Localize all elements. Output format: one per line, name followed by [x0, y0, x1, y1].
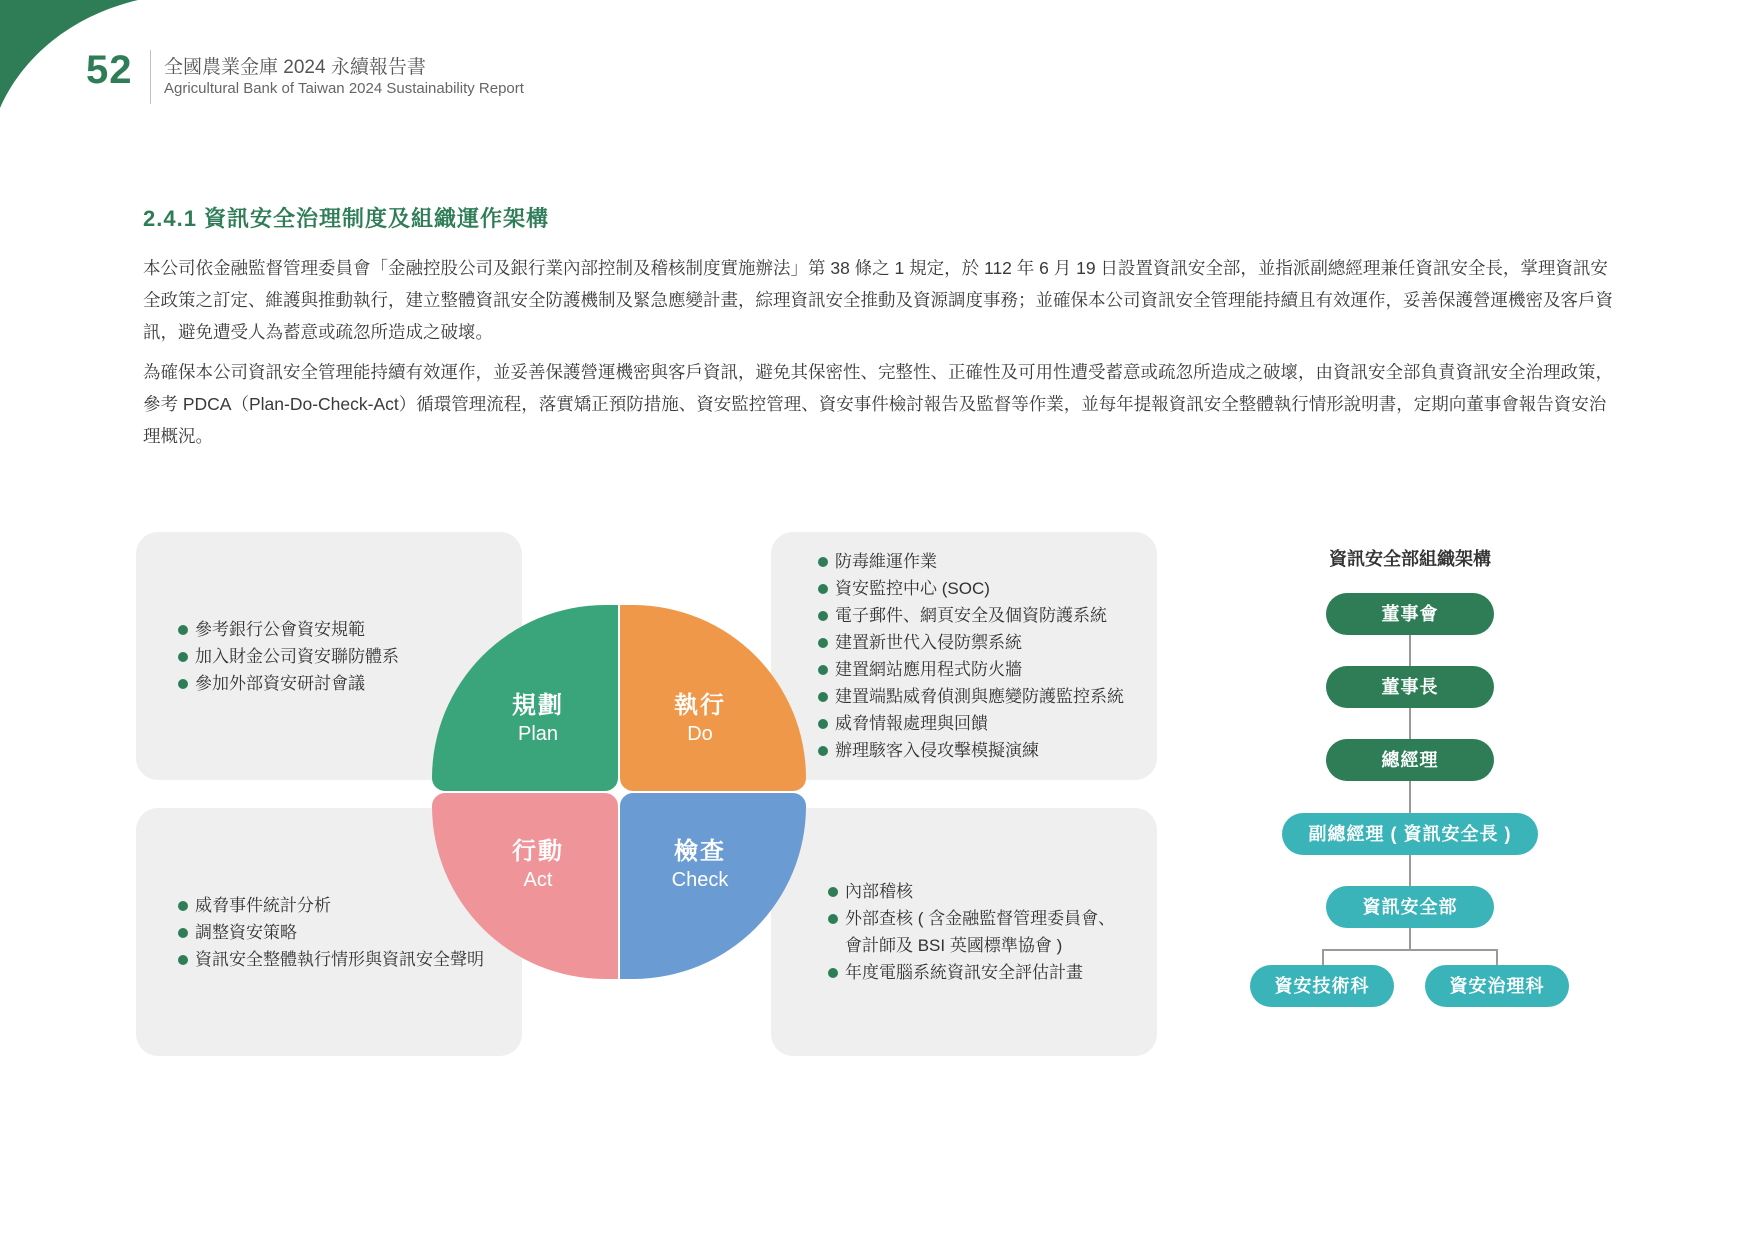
report-title-en: Agricultural Bank of Taiwan 2024 Sustainability Report — [164, 80, 524, 97]
header-divider — [150, 50, 151, 104]
body-paragraph: 本公司依金融監督管理委員會「金融控股公司及銀行業內部控制及稽核制度實施辦法」第 38 條之 1 規定，於 112 年 6 月 19 日設置資訊安全部，並指派副總經理兼任資訊安全長，掌理資訊安全政策之訂定、維護與推動執行，建立整體資訊安全防護機制及緊急應變計畫，綜理資訊安全推動及資源調度事務；並確保本公司資訊安全管理能持續且有效運作，妥善保護營運機密及客戶資訊，避免遭受人為蓄意或疏忽所造成之破壞。 — [143, 258, 1613, 342]
act-list — [178, 892, 484, 973]
act-label-zh: 行動 — [512, 838, 564, 865]
org-node-tech-section: 資安技術科 — [1250, 965, 1394, 1007]
do-list — [818, 548, 1124, 764]
org-connector — [1322, 949, 1498, 951]
plan-list — [178, 616, 399, 697]
do-label-zh: 執行 — [674, 692, 726, 719]
list-item: 辦理駭客入侵攻擊模擬演練 — [818, 737, 1124, 764]
section-title: 2.4.1 資訊安全治理制度及組織運作架構 — [143, 206, 550, 231]
org-node-chairman: 董事長 — [1326, 666, 1494, 708]
do-label-en: Do — [687, 723, 713, 745]
org-node-board: 董事會 — [1326, 593, 1494, 635]
check-list — [828, 878, 1115, 986]
act-label-en: Act — [523, 869, 553, 891]
list-item: 年度電腦系統資訊安全評估計畫 — [828, 959, 1115, 986]
list-item: 建置新世代入侵防禦系統 — [818, 629, 1124, 656]
check-label-en: Check — [671, 869, 729, 891]
list-item-continuation: 會計師及 BSI 英國標準協會 ) — [845, 936, 1063, 955]
list-item: 資安監控中心 (SOC) — [818, 575, 1124, 602]
body-paragraph: 為確保本公司資訊安全管理能持續有效運作，並妥善保護營運機密與客戶資訊，避免其保密性、完整性、正確性及可用性遭受蓄意或疏忽所造成之破壞，由資訊安全部負責資訊安全治理政策，參考 PDCA（Plan-Do-Check-Act）循環管理流程，落實矯正預防措施、資安監控管理、資安事件檢討報告及監督等作業，並每年提報資訊安全整體執行情形說明書，定期向董事會報告資安治理概況。 — [143, 362, 1613, 446]
plan-label-zh: 規劃 — [512, 692, 564, 719]
list-item: 電子郵件、網頁安全及個資防護系統 — [818, 602, 1124, 629]
list-item: 威脅事件統計分析 — [178, 892, 484, 919]
list-item: 參考銀行公會資安規範 — [178, 616, 399, 643]
report-title-zh: 全國農業金庫 2024 永續報告書 — [164, 57, 426, 78]
list-item: 威脅情報處理與回饋 — [818, 710, 1124, 737]
check-label-zh: 檢查 — [674, 838, 726, 865]
list-item: 資訊安全整體執行情形與資訊安全聲明 — [178, 946, 484, 973]
org-node-gov-section: 資安治理科 — [1425, 965, 1569, 1007]
org-node-president: 總經理 — [1326, 739, 1494, 781]
corner-decoration — [0, 0, 160, 120]
list-item: 內部稽核 — [828, 878, 1115, 905]
list-item: 加入財金公司資安聯防體系 — [178, 643, 399, 670]
list-item: 防毒維運作業 — [818, 548, 1124, 575]
list-item: 參加外部資安研討會議 — [178, 670, 399, 697]
org-chart-title: 資訊安全部組織架構 — [1329, 549, 1491, 569]
page-number: 52 — [86, 48, 133, 92]
plan-label-en: Plan — [517, 723, 559, 745]
list-item: 外部查核 ( 含金融監督管理委員會、 — [828, 905, 1115, 932]
org-node-vp-ciso: 副總經理 ( 資訊安全長 ) — [1282, 813, 1538, 855]
list-item: 調整資安策略 — [178, 919, 484, 946]
list-item: 建置網站應用程式防火牆 — [818, 656, 1124, 683]
list-item: 建置端點威脅偵測與應變防護監控系統 — [818, 683, 1124, 710]
org-node-infosec-dept: 資訊安全部 — [1326, 886, 1494, 928]
